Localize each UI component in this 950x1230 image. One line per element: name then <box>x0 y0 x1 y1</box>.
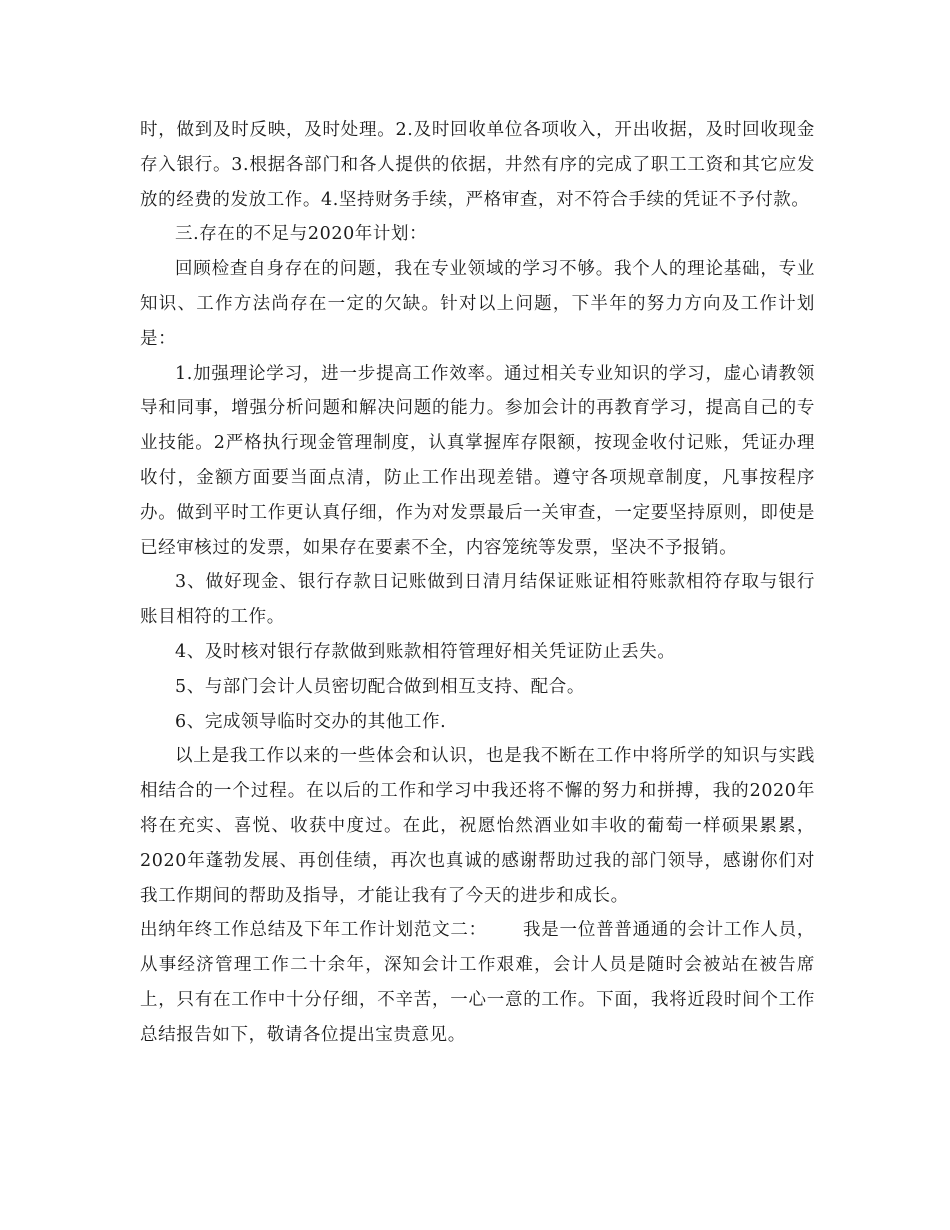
plan-item-paragraph: 4、及时核对银行存款做到账款相符管理好相关凭证防止丢失。 <box>175 641 676 662</box>
closing-paragraph: 以上是我工作以来的一些体会和认识，也是我不断在工作中将所学的知识与实践相结合的一个过程。在以后的工作和学习中我还将不懈的努力和拼搏，我的2020年将在充实、喜悦、收获中度过。在此，祝愿怡然酒业如丰收的葡萄一样硕果累累，2020年蓬勃发展、再创佳绩，再次也真诚的感谢帮助过我的部门领导，感谢你们对我工作期间的帮助及指导，才能让我有了今天的进步和成长。 <box>140 746 815 906</box>
second-article-text: 我是一位普普通通的会计工作人员，从事经济管理工作二十余年，深知会计工作艰难，会计人员是随时会被站在被告席上，只有在工作中十分仔细，不辛苦，一心一意的工作。下面，我将近段时间个工作总结报告如下，敬请各位提出宝贵意见。 <box>140 920 815 1045</box>
paragraph: 时，做到及时反映，及时处理。2.及时回收单位各项收入，开出收据，及时回收现金存入银行。3.根据各部门和各人提供的依据，井然有序的完成了职工工资和其它应发放的经费的发放工作。4.坚持财务手续，严格审查，对不符合手续的凭证不予付款。 <box>140 120 815 210</box>
second-article-heading: 出纳年终工作总结及下年工作计划范文二： <box>140 920 487 941</box>
section-heading: 三.存在的不足与2020年计划： <box>175 224 428 245</box>
second-article-paragraph <box>140 913 815 1052</box>
plan-item-paragraph: 5、与部门会计人员密切配合做到相互支持、配合。 <box>175 676 585 697</box>
plan-item-paragraph: 1.加强理论学习，进一步提高工作效率。通过相关专业知识的学习，虚心请教领导和同事，增强分析问题和解决问题的能力。参加会计的再教育学习，提高自己的专业技能。2严格执行现金管理制度，认真掌握库存限额，按现金收付记账，凭证办理收付，金额方面要当面点清，防止工作出现差错。遵守各项规章制度，凡事按程序办。做到平时工作更认真仔细，作为对发票最后一关审查，一定要坚持原则，即使是已经审核过的发票，如果存在要素不全，内容笼统等发票，坚决不予报销。 <box>140 363 815 558</box>
plan-item-paragraph: 6、完成领导临时交办的其他工作. <box>175 711 447 732</box>
paragraph: 回顾检查自身存在的问题，我在专业领域的学习不够。我个人的理论基础，专业知识、工作方法尚存在一定的欠缺。针对以上问题，下半年的努力方向及工作计划是： <box>140 259 815 349</box>
plan-item-paragraph: 3、做好现金、银行存款日记账做到日清月结保证账证相符账款相符存取与银行账目相符的工作。 <box>140 572 815 628</box>
document-body <box>140 113 815 1053</box>
